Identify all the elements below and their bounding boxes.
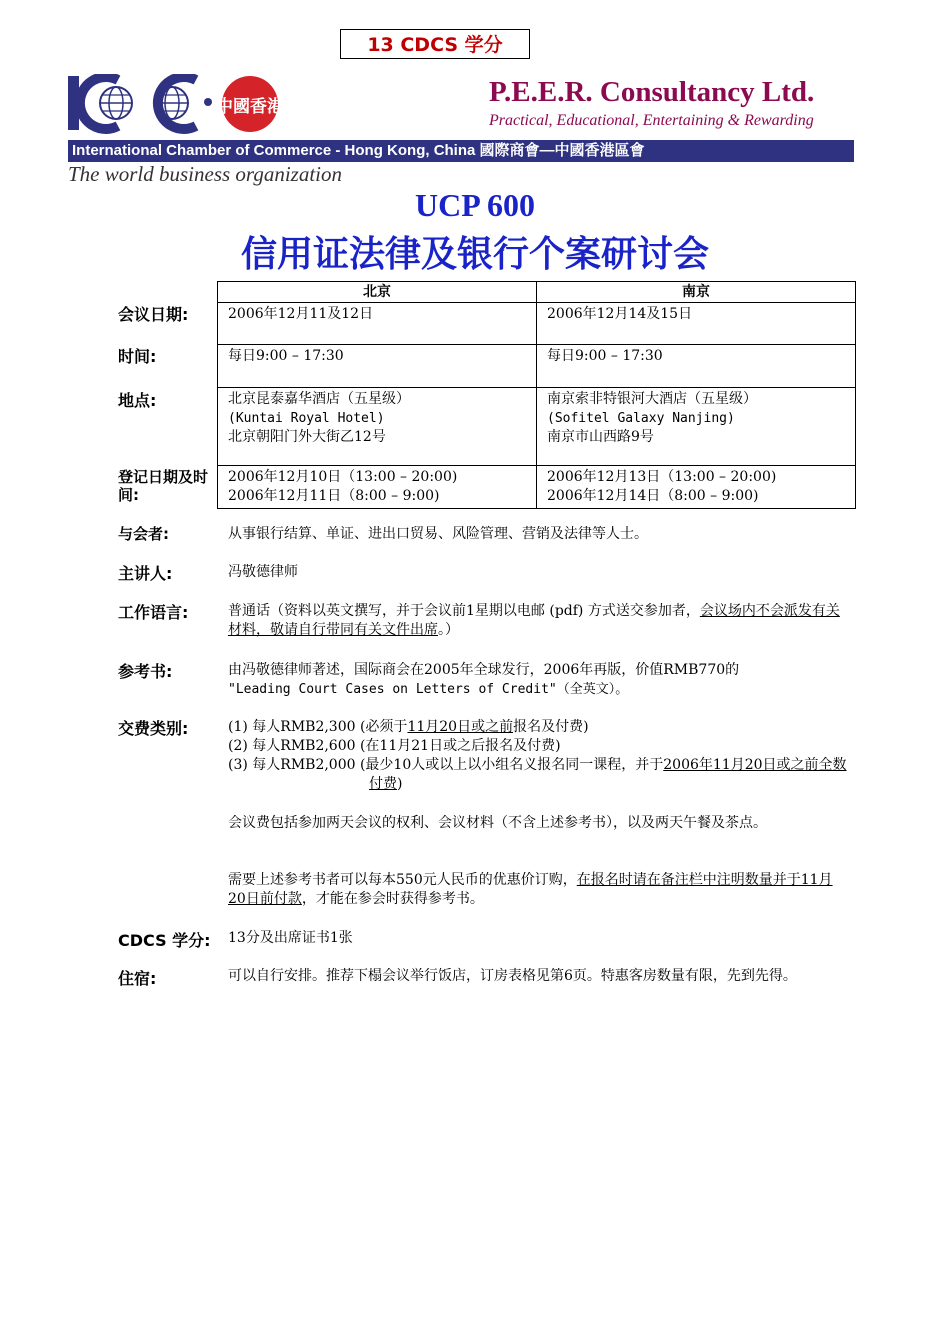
label-accommodation: 住宿: (118, 969, 157, 988)
speaker-text: 冯敬德律师 (228, 564, 298, 580)
globe-icon (100, 87, 132, 119)
column-header: 南京 (537, 282, 856, 303)
label-venue: 地点: (118, 391, 157, 410)
fee-text: (3) 每人RMB2,000 (最少10人或以上以小组名义报名同一课程，并于 (228, 757, 664, 773)
schedule-table (217, 281, 856, 509)
reference-text (228, 661, 848, 699)
table-cell (537, 388, 856, 466)
language-text (228, 602, 848, 640)
table-header-row (218, 282, 856, 303)
fee-item (228, 756, 848, 794)
fees-note: 会议费包括参加两天会议的权利、会议材料（不含上述参考书），以及两天午餐及茶点。 (228, 815, 767, 831)
cdcs-text: 13分及出席证书1张 (228, 930, 353, 946)
fee-text: 报名及付费) (513, 719, 589, 735)
table-cell (218, 303, 537, 345)
language-text-a: 普通话（资料以英文撰写，并于会议前1星期以电邮 (pdf) 方式送交参加者， (228, 603, 700, 619)
table-cell (537, 303, 856, 345)
cell-line: 2006年12月14日（8:00 – 9:00) (547, 488, 759, 504)
table-row (218, 345, 856, 388)
icc-banner: International Chamber of Commerce - Hong Kong, China 國際商會—中國香港區會 (68, 140, 854, 162)
cell-line: 2006年12月14及15日 (547, 306, 693, 322)
language-text-b: 。） (438, 622, 459, 638)
label-attendees: 与会者: (118, 525, 169, 543)
fee-item: (2) 每人RMB2,600 (在11月21日或之后报名及付费) (228, 738, 561, 754)
cell-line: 南京市山西路9号 (547, 429, 654, 445)
cell-line: 2006年12月10日（13:00 – 20:00) (228, 469, 458, 485)
label-meeting-date: 会议日期: (118, 305, 189, 324)
cell-line: (Sofitel Galaxy Nanjing) (547, 411, 735, 426)
table-row (218, 303, 856, 345)
cell-line: 南京索非特银河大酒店（五星级） (547, 391, 757, 407)
cell-line: 2006年12月13日（13:00 – 20:00) (547, 469, 777, 485)
title-english-text: UCP 600 (415, 190, 535, 220)
cell-line: 北京昆泰嘉华酒店（五星级） (228, 391, 410, 407)
icc-tagline: The world business organization (68, 162, 343, 186)
table-row (218, 388, 856, 466)
table-cell (537, 345, 856, 388)
cell-line: 北京朝阳门外大街乙12号 (228, 429, 386, 445)
icc-logo (68, 74, 288, 136)
cell-line: 每日9:00 – 17:30 (228, 348, 344, 364)
fee-text-underlined: 11月20日或之前 (407, 719, 514, 735)
label-fees: 交费类别: (118, 719, 189, 738)
fee-text: ) (397, 776, 403, 792)
label-speaker: 主讲人: (118, 564, 173, 583)
table-cell (218, 388, 537, 466)
fee-text-underlined: 2006年11月20日或之前全数付费 (369, 757, 847, 792)
cell-line: 每日9:00 – 17:30 (547, 348, 663, 364)
note-text: 需要上述参考书者可以每本550元人民币的优惠价订购， (228, 872, 577, 888)
table-row (218, 466, 856, 509)
cell-line: 2006年12月11日（8:00 – 9:00) (228, 488, 440, 504)
title-english (0, 190, 950, 220)
label-language: 工作语言: (118, 603, 189, 622)
cdcs-credit-box: 13 CDCS 学分 (340, 29, 530, 59)
table-cell (537, 466, 856, 509)
column-header: 北京 (218, 282, 537, 303)
cell-line: (Kuntai Royal Hotel) (228, 411, 385, 426)
language-text-underlined: 会议场内不会派发有关材料，敬请自行带同有关文件出席 (228, 603, 840, 638)
note-text-underlined: 在报名时请在备注栏中注明数量并于11月20日前付款 (228, 872, 833, 907)
company-name: P.E.E.R. Consultancy Ltd. (489, 76, 815, 108)
attendees-text: 从事银行结算、单证、进出口贸易、风险管理、营销及法律等人士。 (228, 526, 648, 542)
reference-line: "Leading Court Cases on Letters of Credit"（全英文）。 (228, 682, 629, 697)
label-time: 时间: (118, 347, 157, 366)
reference-line: 由冯敬德律师著述，国际商会在2005年全球发行，2006年再版，价值RMB770的 (228, 662, 740, 678)
table-cell (218, 466, 537, 509)
table-cell (218, 345, 537, 388)
globe-icon (156, 87, 188, 119)
fee-item (228, 718, 848, 737)
note-text: ，才能在参会时获得参考书。 (301, 891, 484, 907)
company-tagline: Practical, Educational, Entertaining & Rewarding (489, 112, 814, 129)
seal-text: 中國香港 (216, 97, 284, 117)
fees-list (228, 718, 848, 794)
title-chinese: 信用证法律及银行个案研讨会 (240, 234, 709, 275)
label-cdcs-credit: CDCS 学分: (118, 931, 211, 950)
accommodation-text: 可以自行安排。推荐下榻会议举行饭店，订房表格见第6页。特惠客房数量有限，先到先得。 (228, 968, 797, 984)
label-reference-book: 参考书: (118, 662, 173, 681)
label-registration: 登记日期及时间: (118, 468, 209, 504)
fee-text: (1) 每人RMB2,300 (必须于 (228, 719, 408, 735)
cell-line: 2006年12月11及12日 (228, 306, 374, 322)
book-order-note (228, 871, 848, 909)
